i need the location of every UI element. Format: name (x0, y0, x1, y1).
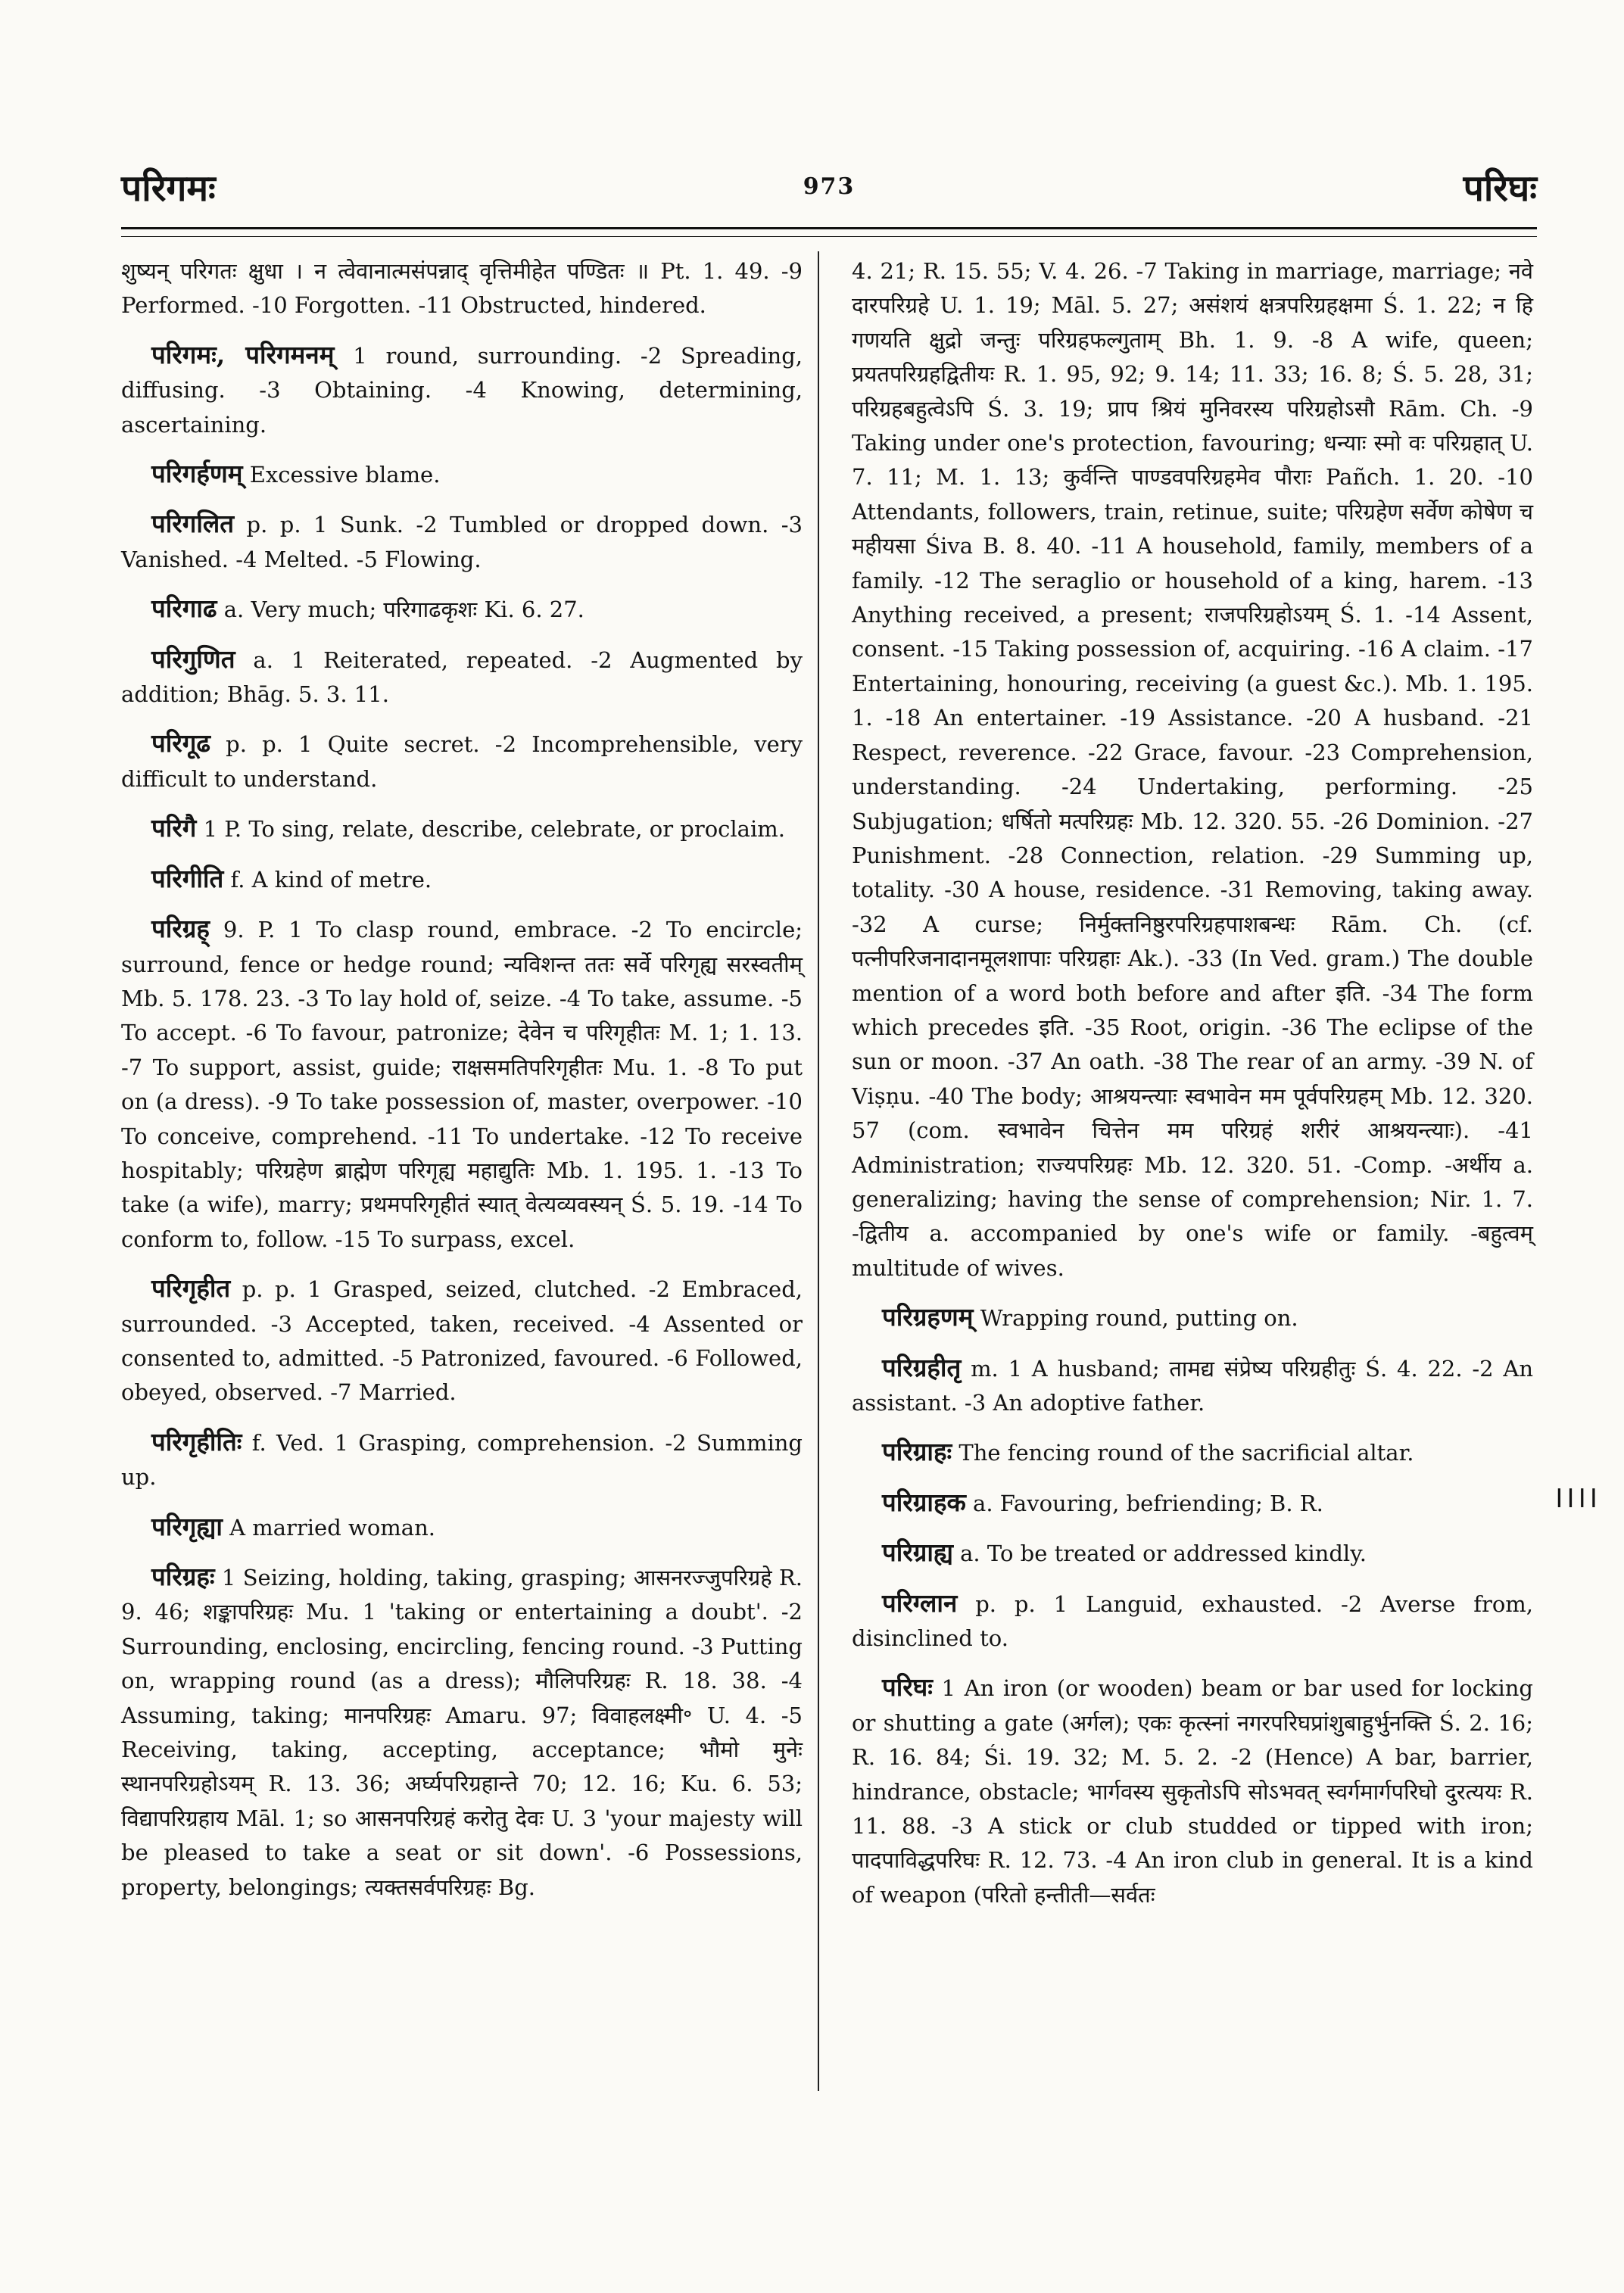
entry-definition: m. 1 A husband; तामद्य संप्रेष्य परिग्रहीतुः Ś. 4. 22. -2 An assistant. -3 An adoptive father. (852, 1355, 1533, 1416)
dictionary-entry (852, 1351, 1533, 1421)
entry-definition: a. Favouring, befriending; B. R. (965, 1490, 1323, 1516)
entry-headword: परिग्लान (882, 1587, 958, 1618)
entry-definition: 1 round, surrounding. -2 Spreading, diffusing. -3 Obtaining. -4 Knowing, determining, ascertaining. (121, 342, 803, 438)
dictionary-entry (121, 811, 803, 846)
dictionary-entry (121, 254, 803, 323)
dictionary-entry (121, 861, 803, 897)
entry-headword: परिग्रह् (151, 914, 210, 944)
dictionary-entry (121, 726, 803, 796)
dictionary-entry (852, 1535, 1533, 1571)
entry-headword: परिगै (151, 813, 197, 843)
entry-definition: Excessive blame. (242, 462, 441, 488)
entry-headword: परिगमः, परिगमनम् (151, 339, 335, 369)
entry-definition: f. Ved. 1 Grasping, comprehension. -2 Summing up. (121, 1429, 803, 1491)
dictionary-entry (121, 591, 803, 627)
entry-headword: परिगाढ (151, 594, 217, 624)
entry-headword: परिग्रहीतृ (882, 1352, 962, 1382)
dictionary-entry (852, 1300, 1533, 1335)
dictionary-entry (121, 338, 803, 442)
entry-definition: a. To be treated or addressed kindly. (952, 1541, 1367, 1567)
entry-headword: परिग्राहः (882, 1437, 952, 1467)
entry-definition: शुष्यन् परिगतः क्षुधा । न त्वेवानात्मसंपन्नाद् वृत्तिमीहेत पण्डितः ॥ Pt. 1. 49. -9 Performed. -10 Forgotten. -11 Obstructed, hindered. (121, 258, 803, 319)
entry-headword: परिगृहीतिः (151, 1426, 242, 1456)
dictionary-entry (852, 1586, 1533, 1656)
entry-definition: 1 Seizing, holding, taking, grasping; आसनरज्जुपरिग्रहे R. 9. 46; शङ्कापरिग्रहः Mu. 1 'taking or entertaining a doubt'. -2 Surrounding, enclosing, encircling, fencing round. -3 Putting on, wrapping round (as a dress); मौलिपरिग्रहः R. 18. 38. -4 Assuming, taking; मानपरिग्रहः Amaru. 97; विवाहलक्ष्मी॰ U. 4. -5 Receiving, taking, accepting, acceptance; भौमो मुनेः स्थानपरिग्रहोऽयम् R. 13. 36; अर्घ्यपरिग्रहान्ते 70; 12. 16; Ku. 6. 53; विद्यापरिग्रहाय Māl. 1; so आसनपरिग्रहं करोतु देवः U. 3 'your majesty will be pleased to take a seat or sit down'. -6 Possessions, property, belongings; त्यक्तसर्वपरिग्रहः Bg. (121, 1565, 803, 1900)
entry-headword: परिगर्हणम् (151, 459, 243, 489)
entry-headword: परिगीति (151, 863, 224, 893)
dictionary-entry (121, 1559, 803, 1905)
dictionary-entry (852, 254, 1533, 1285)
column-divider (818, 251, 819, 2091)
entry-headword: परिग्राहक (882, 1487, 966, 1517)
dictionary-entry (121, 1509, 803, 1545)
entry-definition: The fencing round of the sacrificial altar. (952, 1440, 1414, 1466)
dictionary-entry (852, 1485, 1533, 1521)
entry-definition: 4. 21; R. 15. 55; V. 4. 26. -7 Taking in marriage, marriage; नवे दारपरिग्रहे U. 1. 19; Māl. 5. 27; असंशयं क्षत्रपरिग्रहक्षमा Ś. 1. 22; न हि गणयति क्षुद्रो जन्तुः परिग्रहफल्गुताम् Bh. 1. 9. -8 A wife, queen; प्रयतपरिग्रहद्वितीयः R. 1. 95, 92; 9. 14; 11. 33; 16. 8; Ś. 5. 28, 31; परिग्रहबहुत्वेऽपि Ś. 3. 19; प्राप श्रियं मुनिवरस्य परिग्रहोऽसौ Rām. Ch. -9 Taking under one's protection, favouring; धन्याः स्मो वः परिग्रहात् U. 7. 11; M. 1. 13; कुर्वन्ति पाण्डवपरिग्रहमेव पौराः Pañch. 1. 20. -10 Attendants, followers, train, retinue, suite; परिग्रहेण सर्वेण कोषेण च महीयसा Śiva B. 8. 40. -11 A household, family, members of a family. -12 The seraglio or household of a king, harem. -13 Anything received, a present; राजपरिग्रहोऽयम् Ś. 1. -14 Assent, consent. -15 Taking possession of, acquiring. -16 A claim. -17 Entertaining, honouring, receiving (a guest &c.). Mb. 1. 195. 1. -18 An entertainer. -19 Assistance. -20 A husband. -21 Respect, reverence. -22 Grace, favour. -23 Comprehension, understanding. -24 Undertaking, performing. -25 Subjugation; धर्षितो मत्परिग्रहः Mb. 12. 320. 55. -26 Dominion. -27 Punishment. -28 Connection, relation. -29 Summing up, totality. -30 A house, residence. -31 Removing, taking away. -32 A curse; निर्मुक्तनिष्ठुरपरिग्रहपाशबन्धः Rām. Ch. (cf. पत्नीपरिजनादानमूलशापाः परिग्रहाः Ak.). -33 (In Ved. gram.) The double mention of a word both before and after इति. -34 The form which precedes इति. -35 Root, origin. -36 The eclipse of the sun or moon. -37 An oath. -38 The rear of an army. -39 N. of Viṣṇu. -40 The body; आश्रयन्त्याः स्वभावेन मम पूर्वपरिग्रहम् Mb. 12. 320. 57 (com. स्वभावेन चित्तेन मम परिग्रहं शरीरं आश्रयन्त्याः). -41 Administration; राज्यपरिग्रहः Mb. 12. 320. 51. -Comp. -अर्थीय a. generalizing; having the sense of comprehension; Nir. 1. 7. -द्वितीय a. accompanied by one's wife or family. -बहुत्वम् multitude of wives. (852, 258, 1533, 1281)
entry-headword: परिघः (882, 1672, 933, 1703)
right-running-headword: परिघः (1463, 167, 1537, 210)
entry-definition: 1 P. To sing, relate, describe, celebrate, or proclaim. (196, 816, 785, 843)
entry-definition: A married woman. (222, 1514, 435, 1541)
dictionary-entry (121, 506, 803, 577)
entry-definition: 1 An iron (or wooden) beam or bar used for locking or shutting a gate (अर्गल); एकः कृत्स्नां नगरपरिघप्रांशुबाहुर्भुनक्ति Ś. 2. 16; R. 16. 84; Śi. 19. 32; M. 5. 2. -2 (Hence) A bar, barrier, hindrance, obstacle; भार्गवस्य सुकृतोऽपि सोऽभवत् स्वर्गमार्गपरिघो दुरत्ययः R. 11. 88. -3 A stick or club studded or tipped with iron; पादपाविद्धपरिघः R. 12. 73. -4 An iron club in general. It is a kind of weapon (परितो हन्तीती—सर्वतः (852, 1675, 1533, 1908)
dictionary-entry (852, 1670, 1533, 1912)
right-column (852, 254, 1533, 1927)
entry-definition: f. A kind of metre. (223, 866, 432, 893)
entry-headword: परिगुणित (151, 643, 235, 674)
header-rule (121, 227, 1537, 237)
thumb-index-mark: ।।।। (1552, 1480, 1598, 1515)
left-running-headword: परिगमः (121, 167, 216, 210)
dictionary-entry (121, 642, 803, 712)
dictionary-entry (121, 456, 803, 492)
entry-definition: p. p. 1 Sunk. -2 Tumbled or dropped down. -3 Vanished. -4 Melted. -5 Flowing. (121, 512, 803, 572)
left-column (121, 254, 803, 1919)
entry-headword: परिगूढ (151, 728, 210, 759)
entry-headword: परिग्रहणम् (882, 1302, 974, 1332)
dictionary-entry (852, 1435, 1533, 1470)
entry-definition: Wrapping round, putting on. (973, 1305, 1298, 1332)
dictionary-entry (121, 1425, 803, 1495)
entry-headword: परिगृहीत (151, 1273, 231, 1304)
entry-headword: परिग्रहः (151, 1562, 215, 1591)
entry-definition: p. p. 1 Quite secret. -2 Incomprehensible, very difficult to understand. (121, 731, 803, 792)
entry-headword: परिगृह्या (151, 1511, 223, 1541)
entry-definition: a. 1 Reiterated, repeated. -2 Augmented by addition; Bhāg. 5. 3. 11. (121, 646, 803, 708)
page-header (121, 163, 1537, 223)
entry-headword: परिग्राह्य (882, 1537, 953, 1568)
entry-definition: p. p. 1 Languid, exhausted. -2 Averse from, disinclined to. (852, 1590, 1533, 1652)
entry-definition: a. Very much; परिगाढकृशः Ki. 6. 27. (217, 597, 584, 623)
entry-definition: 9. P. 1 To clasp round, embrace. -2 To encircle; surround, fence or hedge round; न्यविशन्त ततः सर्वे परिगृह्य सरस्वतीम् Mb. 5. 178. 23. -3 To lay hold of, seize. -4 To take, assume. -5 To accept. -6 To favour, patronize; देवेन च परिगृहीतः M. 1; 1. 13. -7 To support, assist, guide; राक्षसमतिपरिगृहीतः Mu. 1. -8 To put on (a dress). -9 To take possession of, master, overpower. -10 To conceive, comprehend. -11 To undertake. -12 To receive hospitably; परिग्रहेण ब्राह्मेण परिगृह्य महाद्युतिः Mb. 1. 195. 1. -13 To take (a wife), marry; प्रथमपरिगृहीतं स्यात् वेत्यव्यवस्यन् Ś. 5. 19. -14 To conform to, follow. -15 To surpass, excel. (121, 917, 803, 1252)
dictionary-entry (121, 1271, 803, 1410)
entry-headword: परिगलित (151, 509, 235, 539)
entry-definition: p. p. 1 Grasped, seized, clutched. -2 Embraced, surrounded. -3 Accepted, taken, received. -4 Assented or consented to, admitted. -5 Patronized, favoured. -6 Followed, obeyed, observed. -7 Married. (121, 1276, 803, 1406)
page-number: 973 (803, 173, 856, 200)
dictionary-entry (121, 911, 803, 1257)
